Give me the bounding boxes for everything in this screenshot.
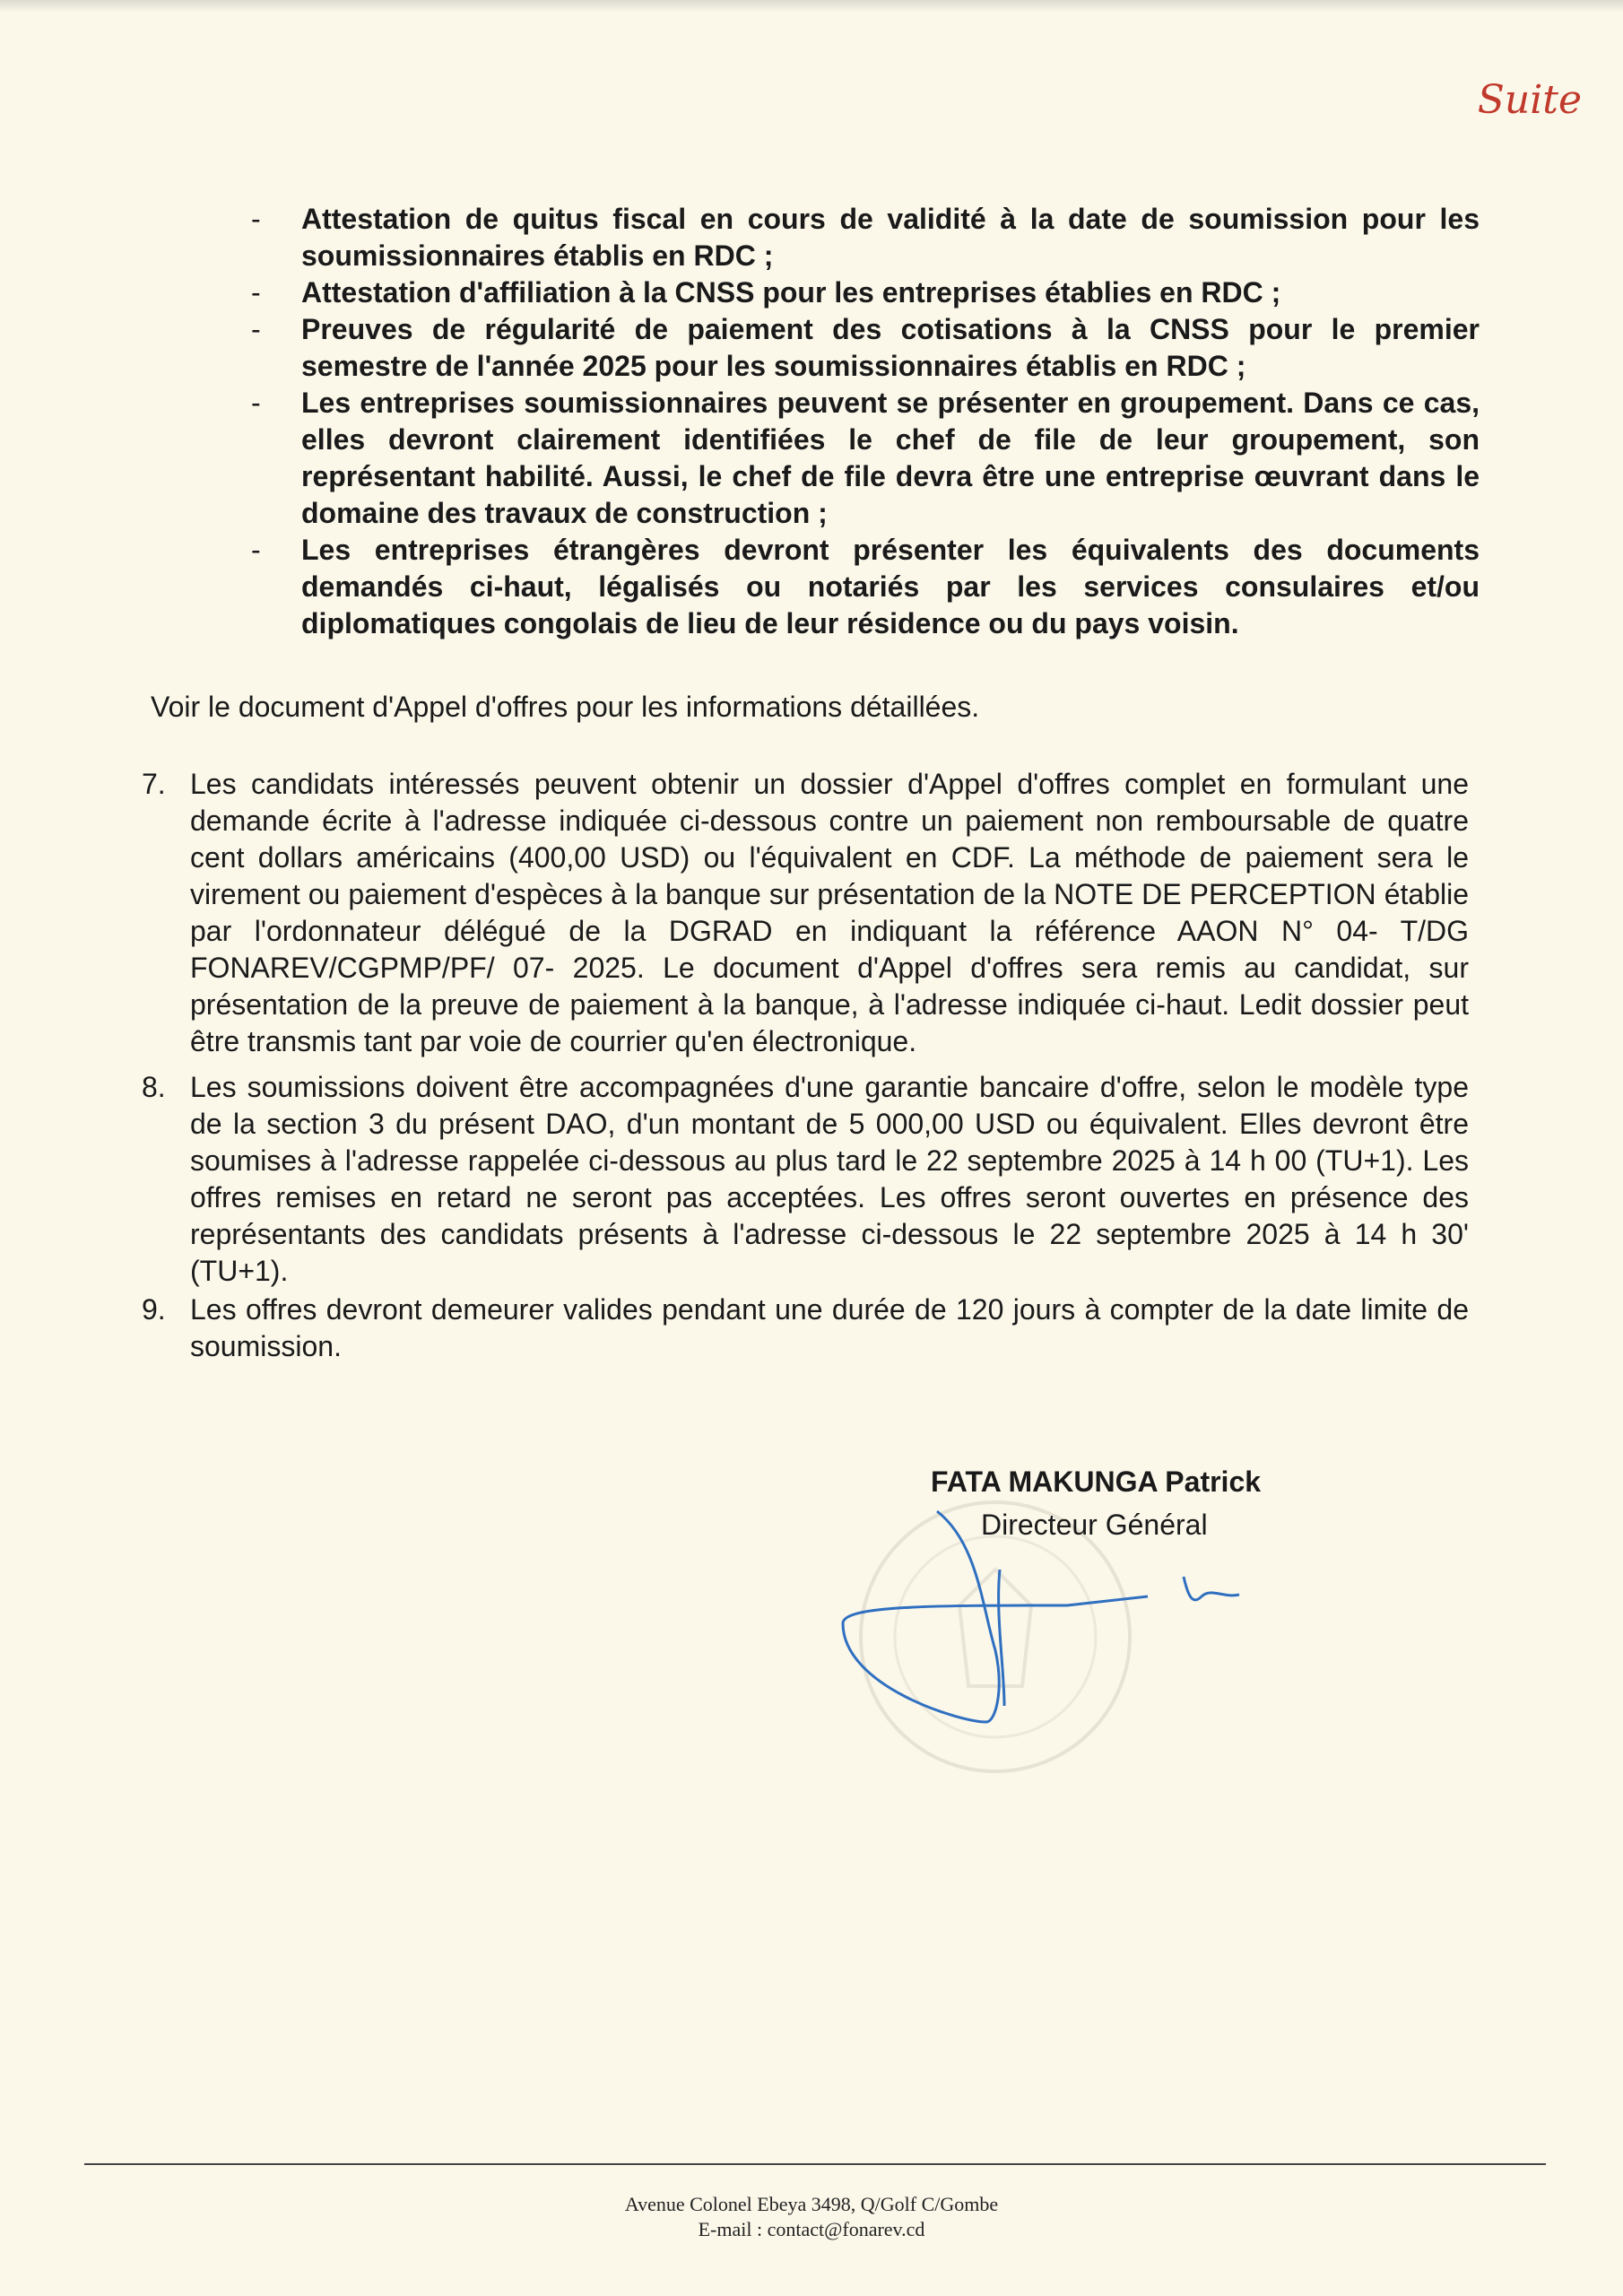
suite-label: Suite [1477,77,1582,123]
paragraph-number: 8. [142,1071,166,1103]
numbered-paragraph-9 [142,1292,1469,1365]
requirement-text: Les entreprises soumissionnaires peuvent se présenter en groupement. Dans ce cas, elles devront clairement identifiées le chef de file de leur groupement, son représentant habilité. Aussi, le chef de file devra être une entreprise œuvrant dans le domaine des travaux de construction ; [301,387,1480,529]
paragraph-number: 7. [142,768,166,800]
requirement-text: Attestation d'affiliation à la CNSS pour les entreprises établies en RDC ; [301,276,1281,309]
paragraph-text: Les soumissions doivent être accompagnées d'une garantie bancaire d'offre, selon le modèle type de la section 3 du présent DAO, d'un montant de 5 000,00 USD ou équivalent. Elles devront être soumises à l'adresse rappelée ci-dessous au plus tard le 22 septembre 2025 à 14 h 00 (TU+1). Les offres remises en retard ne seront pas acceptées. Les offres seront ouvertes en présence des représentants des candidats présents à l'adresse ci-dessous le 22 septembre 2025 à 14 h 30' (TU+1). [190,1071,1469,1287]
detail-note: Voir le document d'Appel d'offres pour les informations détaillées. [151,691,980,723]
requirement-text: Les entreprises étrangères devront présenter les équivalents des documents demandés ci-haut, légalisés ou notariés par les services consulaires et/ou diplomatiques congolais de lieu de leur résidence ou du pays voisin. [301,534,1480,639]
bullet-dash: - [251,276,261,309]
footer-divider [84,2163,1546,2165]
scan-top-edge [0,0,1623,13]
requirement-text: Attestation de quitus fiscal en cours de validité à la date de soumission pour les soumissionnaires établis en RDC ; [301,203,1480,272]
bullet-dash: - [251,534,261,566]
seal-emblem [959,1570,1031,1686]
signatory-title: Directeur Général [981,1509,1208,1541]
requirement-item [251,201,1480,274]
numbered-paragraph-8 [142,1069,1469,1290]
footer-email: E-mail : contact@fonarev.cd [698,2218,925,2240]
footer-address: Avenue Colonel Ebeya 3498, Q/Golf C/Gombe [624,2193,999,2215]
requirement-item [251,311,1480,385]
bullet-dash: - [251,387,261,419]
footer [0,2192,1623,2242]
bullet-dash: - [251,313,261,345]
requirements-list [251,201,1480,642]
signatory-name: FATA MAKUNGA Patrick [931,1465,1262,1498]
numbered-paragraph-7 [142,766,1469,1060]
requirement-item [251,274,1480,311]
requirement-item [251,532,1480,642]
requirement-item [251,385,1480,532]
paragraph-number: 9. [142,1293,166,1326]
bullet-dash: - [251,203,261,235]
paragraph-text: Les offres devront demeurer valides pendant une durée de 120 jours à compter de la date limite de soumission. [190,1293,1469,1362]
signature-stroke [1184,1577,1239,1600]
requirement-text: Preuves de régularité de paiement des cotisations à la CNSS pour le premier semestre de l'année 2025 pour les soumissionnaires établis en RDC ; [301,313,1480,382]
paragraph-text: Les candidats intéressés peuvent obtenir un dossier d'Appel d'offres complet en formulant une demande écrite à l'adresse indiquée ci-dessous contre un paiement non remboursable de quatre cent dollars américains (400,00 USD) ou l'équivalent en CDF. La méthode de paiement sera le virement ou paiement d'espèces à la banque sur présentation de la NOTE DE PERCEPTION établie par l'ordonnateur délégué de la DGRAD en indiquant la référence AAON N° 04- T/DG FONAREV/CGPMP/PF/ 07- 2025. Le document d'Appel d'offres sera remis au candidat, sur présentation de la preuve de paiement à la banque, à l'adresse indiquée ci-haut. Ledit dossier peut être transmis tant par voie de courrier qu'en électronique. [190,768,1469,1057]
signatory-block [931,1460,1261,1546]
